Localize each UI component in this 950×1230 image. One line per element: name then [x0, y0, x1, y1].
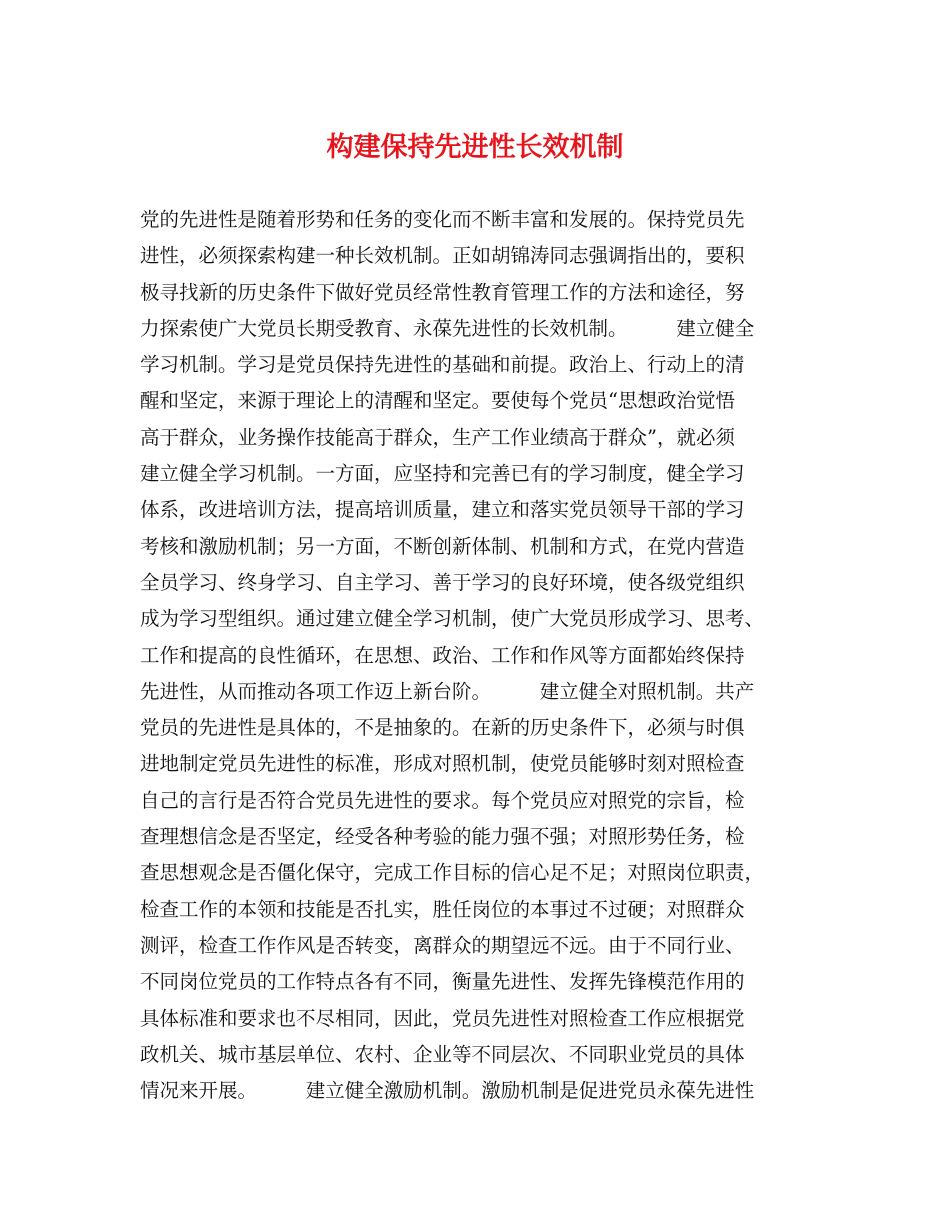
body-line: 体系，改进培训方法，提高培训质量，建立和落实党员领导干部的学习: [140, 498, 745, 522]
body-line: 醒和坚定，来源于理论上的清醒和坚定。要使每个党员“思想政治觉悟: [140, 389, 735, 413]
body-line: 党员的先进性是具体的，不是抽象的。在新的历史条件下，必须与时俱: [140, 716, 745, 740]
body-line: 不同岗位党员的工作特点各有不同，衡量先进性、发挥先锋模范作用的: [140, 970, 745, 994]
body-line: 测评，检查工作作风是否转变，离群众的期望远不远。由于不同行业、: [140, 933, 745, 957]
body-line: 政机关、城市基层单位、农村、企业等不同层次、不同职业党员的具体: [140, 1042, 745, 1066]
body-line: 进性，必须探索构建一种长效机制。正如胡锦涛同志强调指出的，要积: [140, 244, 745, 268]
body-line: 进地制定党员先进性的标准，形成对照机制，使党员能够时刻对照检查: [140, 752, 745, 776]
body-line: 建立健全学习机制。一方面，应坚持和完善已有的学习制度，健全学习: [140, 462, 745, 486]
body-line: 情况来开展。 建立健全激励机制。激励机制是促进党员永葆先进性: [140, 1079, 755, 1103]
body-line: 工作和提高的良性循环，在思想、政治、工作和作风等方面都始终保持: [140, 643, 745, 667]
body-line: 检查工作的本领和技能是否扎实，胜任岗位的本事过不过硬；对照群众: [140, 897, 745, 921]
body-line: 高于群众，业务操作技能高于群众，生产工作业绩高于群众”，就必须: [140, 425, 735, 449]
body-line: 考核和激励机制；另一方面，不断创新体制、机制和方式，在党内营造: [140, 534, 745, 558]
body-line: 查思想观念是否僵化保守，完成工作目标的信心足不足；对照岗位职责，: [140, 861, 765, 885]
body-line: 查理想信念是否坚定，经受各种考验的能力强不强；对照形势任务，检: [140, 825, 745, 849]
body-line: 成为学习型组织。通过建立健全学习机制，使广大党员形成学习、思考、: [140, 607, 765, 631]
document-title: 构建保持先进性长效机制: [326, 132, 624, 163]
body-line: 极寻找新的历史条件下做好党员经常性教育管理工作的方法和途径，努: [140, 280, 745, 304]
document-body: [140, 202, 820, 1109]
body-line: 学习机制。学习是党员保持先进性的基础和前提。政治上、行动上的清: [140, 353, 745, 377]
body-line: 先进性，从而推动各项工作迈上新台阶。 建立健全对照机制。共产: [140, 679, 755, 703]
body-line: 具体标准和要求也不尽相同，因此，党员先进性对照检查工作应根据党: [140, 1006, 745, 1030]
body-line: 自己的言行是否符合党员先进性的要求。每个党员应对照党的宗旨，检: [140, 788, 745, 812]
body-line: 力探索使广大党员长期受教育、永葆先进性的长效机制。 建立健全: [140, 316, 755, 340]
body-line: 党的先进性是随着形势和任务的变化而不断丰富和发展的。保持党员先: [140, 208, 745, 231]
body-line: 全员学习、终身学习、自主学习、善于学习的良好环境，使各级党组织: [140, 570, 745, 594]
